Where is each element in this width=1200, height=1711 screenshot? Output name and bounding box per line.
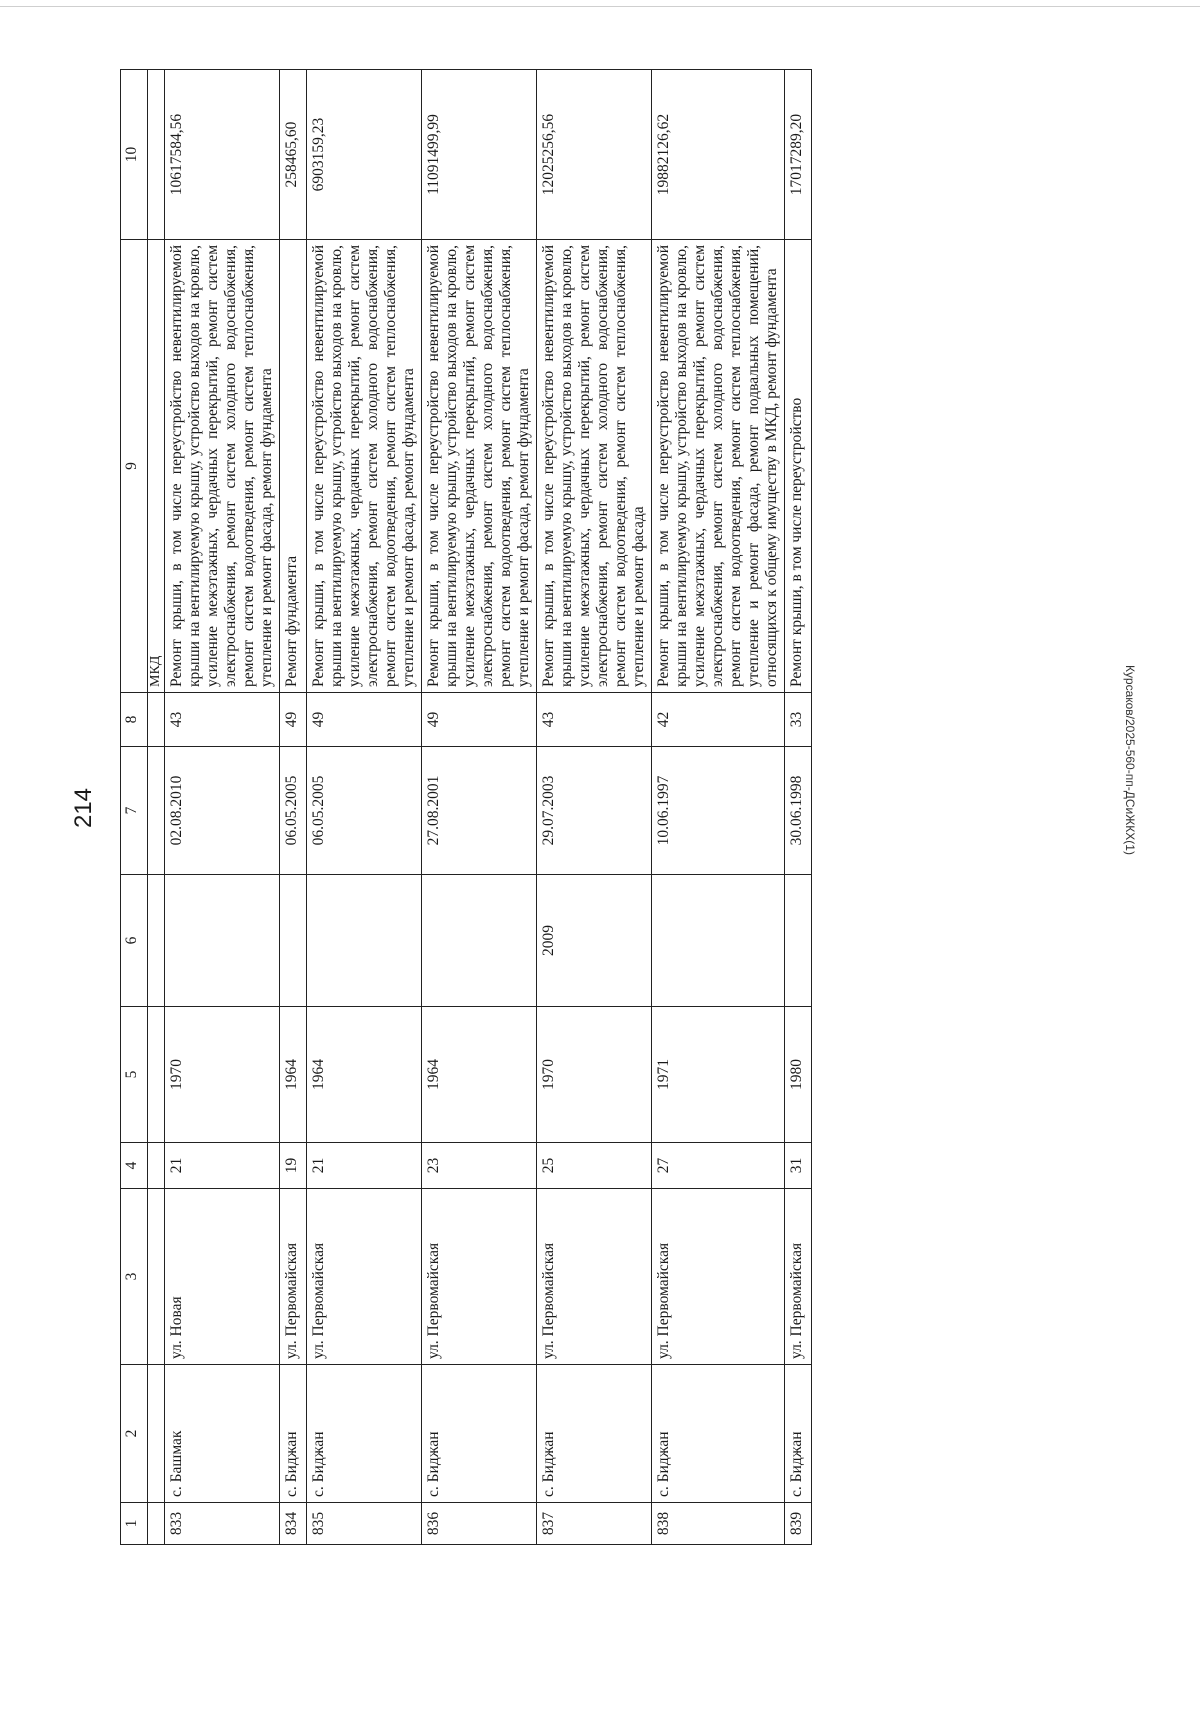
- works-description-cell: Ремонт фундамента: [280, 240, 307, 693]
- street-cell: ул. Первомайская: [537, 1189, 652, 1365]
- build-year-cell: 1964: [307, 1007, 422, 1143]
- row-number-cell: 839: [785, 1503, 812, 1545]
- works-description-cell: Ремонт крыши, в том числе переустройство невентилируемой крыши на вентилируемую крышу, устройство выходов на кровлю, усиление межэтажных, чердачных перекрытий, ремонт систем электроснабжения, ремонт систем холодного водоснабжения, ремонт систем водоотведения, ремонт систем теплоснабжения, утепление и ремонт фасада, ремонт фундамента: [422, 240, 537, 693]
- amount-cell: 6903159,23: [307, 70, 422, 240]
- date-cell: 29.07.2003: [537, 747, 652, 875]
- table-row: [785, 70, 812, 1545]
- build-year-cell: 1971: [652, 1007, 785, 1143]
- amount-cell: 19882126,62: [652, 70, 785, 240]
- house-number-cell: 21: [307, 1143, 422, 1189]
- date-cell: 10.06.1997: [652, 747, 785, 875]
- header-cell: 9: [121, 240, 148, 693]
- commission-year-cell: [307, 875, 422, 1007]
- date-cell: 27.08.2001: [422, 747, 537, 875]
- share-cell: 43: [165, 693, 280, 747]
- share-cell: 49: [422, 693, 537, 747]
- street-cell: ул. Первомайская: [422, 1189, 537, 1365]
- settlement-cell: с. Биджан: [785, 1365, 812, 1503]
- table-row: [537, 70, 652, 1545]
- header-cell: 5: [121, 1007, 148, 1143]
- header-cell: 10: [121, 70, 148, 240]
- document-code: [1110, 10, 1150, 1510]
- section-label: МКД: [148, 240, 165, 693]
- street-cell: ул. Первомайская: [785, 1189, 812, 1365]
- commission-year-cell: [165, 875, 280, 1007]
- settlement-cell: с. Биджан: [307, 1365, 422, 1503]
- commission-year-cell: [652, 875, 785, 1007]
- build-year-cell: 1970: [537, 1007, 652, 1143]
- date-cell: 06.05.2005: [280, 747, 307, 875]
- share-cell: 49: [307, 693, 422, 747]
- build-year-cell: 1970: [165, 1007, 280, 1143]
- amount-cell: 17017289,20: [785, 70, 812, 240]
- table-row: [165, 70, 280, 1545]
- share-cell: 42: [652, 693, 785, 747]
- amount-cell: 12025256,56: [537, 70, 652, 240]
- row-number-cell: 833: [165, 1503, 280, 1545]
- header-cell: 8: [121, 693, 148, 747]
- house-number-cell: 27: [652, 1143, 785, 1189]
- header-cell: 2: [121, 1365, 148, 1503]
- table-row: [280, 70, 307, 1545]
- house-number-cell: 19: [280, 1143, 307, 1189]
- row-number-cell: 836: [422, 1503, 537, 1545]
- street-cell: ул. Первомайская: [652, 1189, 785, 1365]
- header-cell: 1: [121, 1503, 148, 1545]
- house-number-cell: 31: [785, 1143, 812, 1189]
- commission-year-cell: [785, 875, 812, 1007]
- build-year-cell: 1964: [422, 1007, 537, 1143]
- header-cell: 7: [121, 747, 148, 875]
- works-description-cell: Ремонт крыши, в том числе переустройство невентилируемой крыши на вентилируемую крышу, устройство выходов на кровлю, усиление межэтажных, чердачных перекрытий, ремонт систем электроснабжения, ремонт систем холодного водоснабжения, ремонт систем водоотведения, ремонт систем теплоснабжения, утепление и ремонт фасада, ремонт фундамента: [307, 240, 422, 693]
- header-cell: 6: [121, 875, 148, 1007]
- build-year-cell: 1964: [280, 1007, 307, 1143]
- works-description-cell: Ремонт крыши, в том числе переустройство невентилируемой крыши на вентилируемую крышу, устройство выходов на кровлю, усиление межэтажных, чердачных перекрытий, ремонт систем электроснабжения, ремонт систем холодного водоснабжения, ремонт систем водоотведения, ремонт систем теплоснабжения, утепление и ремонт фасада: [537, 240, 652, 693]
- street-cell: ул. Новая: [165, 1189, 280, 1365]
- table-row: [652, 70, 785, 1545]
- settlement-cell: с. Биджан: [422, 1365, 537, 1503]
- street-cell: ул. Первомайская: [280, 1189, 307, 1365]
- document-code-text: Курсаков/2025-560-пп-ДСиЖКХ(1): [1123, 665, 1138, 855]
- works-description-cell: Ремонт крыши, в том числе переустройство невентилируемой крыши на вентилируемую крышу, устройство выходов на кровлю, усиление межэтажных, чердачных перекрытий, ремонт систем электроснабжения, ремонт систем холодного водоснабжения, ремонт систем водоотведения, ремонт систем теплоснабжения, утепление и ремонт фасада, ремонт подвальных помещений, относящихся к общему имуществу в МКД, ремонт фундамента: [652, 240, 785, 693]
- date-cell: 06.05.2005: [307, 747, 422, 875]
- header-cell: 4: [121, 1143, 148, 1189]
- scan-artifact-line: [0, 6, 1200, 7]
- capital-repair-table-wrapper: [120, 70, 1060, 1545]
- section-row: [148, 70, 165, 1545]
- amount-cell: 11091499,99: [422, 70, 537, 240]
- works-description-cell: Ремонт крыши, в том числе переустройство: [785, 240, 812, 693]
- row-number-cell: 835: [307, 1503, 422, 1545]
- works-description-cell: Ремонт крыши, в том числе переустройство невентилируемой крыши на вентилируемую крышу, устройство выходов на кровлю, усиление межэтажных, чердачных перекрытий, ремонт систем электроснабжения, ремонт систем холодного водоснабжения, ремонт систем водоотведения, ремонт систем теплоснабжения, утепление и ремонт фасада, ремонт фундамента: [165, 240, 280, 693]
- row-number-cell: 834: [280, 1503, 307, 1545]
- house-number-cell: 25: [537, 1143, 652, 1189]
- settlement-cell: с. Биджан: [280, 1365, 307, 1503]
- house-number-cell: 23: [422, 1143, 537, 1189]
- header-row: [121, 70, 148, 1545]
- table-row: [422, 70, 537, 1545]
- amount-cell: 258465,60: [280, 70, 307, 240]
- build-year-cell: 1980: [785, 1007, 812, 1143]
- page-number: 214: [70, 787, 97, 829]
- share-cell: 43: [537, 693, 652, 747]
- date-cell: 02.08.2010: [165, 747, 280, 875]
- amount-cell: 10617584,56: [165, 70, 280, 240]
- capital-repair-table: [120, 69, 812, 1545]
- commission-year-cell: 2009: [537, 875, 652, 1007]
- date-cell: 30.06.1998: [785, 747, 812, 875]
- settlement-cell: с. Биджан: [652, 1365, 785, 1503]
- street-cell: ул. Первомайская: [307, 1189, 422, 1365]
- settlement-cell: с. Башмак: [165, 1365, 280, 1503]
- commission-year-cell: [422, 875, 537, 1007]
- settlement-cell: с. Биджан: [537, 1365, 652, 1503]
- table-row: [307, 70, 422, 1545]
- row-number-cell: 837: [537, 1503, 652, 1545]
- header-cell: 3: [121, 1189, 148, 1365]
- share-cell: 33: [785, 693, 812, 747]
- share-cell: 49: [280, 693, 307, 747]
- house-number-cell: 21: [165, 1143, 280, 1189]
- row-number-cell: 838: [652, 1503, 785, 1545]
- commission-year-cell: [280, 875, 307, 1007]
